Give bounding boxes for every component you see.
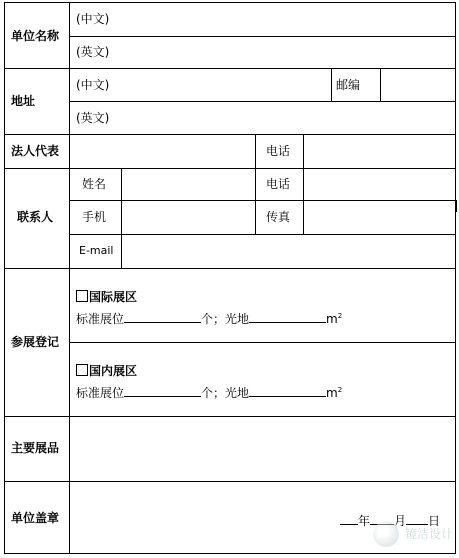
contact-fax-label: 传真 [266, 210, 291, 224]
row-divider [4, 68, 455, 69]
seal-label: 单位盖章 [11, 511, 60, 525]
address-label: 地址 [11, 94, 36, 108]
watermark-text: 镜洁设计 [404, 527, 453, 541]
m2-unit: m [326, 312, 338, 326]
border-right [455, 2, 456, 554]
contact-phone-label: 电话 [266, 177, 291, 191]
domestic-zone-title-text: 国内展区 [89, 364, 138, 378]
col-divider [380, 68, 381, 102]
day-field[interactable] [406, 512, 428, 525]
address-cn-field[interactable]: (中文) [76, 78, 110, 92]
intl-zone-title [76, 290, 137, 303]
domestic-raw-space-field[interactable] [249, 384, 326, 397]
contact-name-label: 姓名 [82, 177, 107, 191]
unit-ge-label: 个；光地 [201, 312, 250, 326]
contact-mobile-label: 手机 [82, 210, 107, 224]
month-label: 月 [394, 514, 407, 528]
unit-name-cn-field[interactable]: (中文) [76, 12, 110, 26]
row-divider [4, 168, 455, 169]
watermark [405, 525, 453, 542]
intl-booth-count-field[interactable] [124, 310, 201, 323]
border-left [4, 2, 5, 554]
m2-superscript: 2 [337, 312, 343, 320]
unit-name-en-field[interactable]: (英文) [76, 45, 110, 59]
row-divider [4, 134, 455, 135]
row-divider [69, 342, 455, 343]
legal-rep-label: 法人代表 [11, 144, 60, 158]
intl-booth-line [76, 310, 342, 325]
intl-zone-checkbox[interactable] [76, 290, 88, 302]
unit-name-label: 单位名称 [11, 29, 60, 43]
row-divider [4, 481, 455, 482]
m2-superscript: 2 [337, 386, 343, 394]
year-label: 年 [358, 514, 371, 528]
border-bottom [4, 553, 455, 554]
address-en-field[interactable]: (英文) [76, 111, 110, 125]
contact-label: 联系人 [17, 210, 54, 224]
row-divider [69, 36, 455, 37]
text-cursor [455, 200, 457, 212]
domestic-booth-line [76, 384, 342, 399]
row-divider [69, 234, 455, 235]
col-divider [121, 168, 122, 269]
day-label: 日 [428, 514, 441, 528]
unit-ge-label: 个；光地 [201, 386, 250, 400]
year-field[interactable] [340, 512, 358, 525]
row-divider [4, 416, 455, 417]
row-divider [4, 268, 455, 269]
col-divider [331, 68, 332, 102]
col-divider [303, 134, 304, 235]
intl-raw-space-field[interactable] [249, 310, 326, 323]
std-booth-label: 标准展位 [76, 312, 125, 326]
postcode-label: 邮编 [336, 78, 361, 92]
registration-label: 参展登记 [11, 335, 60, 349]
contact-email-label: E-mail [79, 244, 114, 257]
intl-zone-title-text: 国际展区 [89, 290, 138, 304]
domestic-booth-count-field[interactable] [124, 384, 201, 397]
domestic-zone-checkbox[interactable] [76, 364, 88, 376]
legal-rep-phone-label: 电话 [266, 144, 291, 158]
m2-unit: m [326, 386, 338, 400]
border-top [4, 2, 455, 3]
exhibits-label: 主要展品 [11, 441, 60, 455]
label-column-divider [69, 2, 70, 554]
row-divider [69, 101, 455, 102]
watermark-logo-icon [373, 521, 399, 547]
col-divider [255, 134, 256, 235]
std-booth-label: 标准展位 [76, 386, 125, 400]
row-divider [69, 200, 455, 201]
domestic-zone-title [76, 364, 137, 377]
